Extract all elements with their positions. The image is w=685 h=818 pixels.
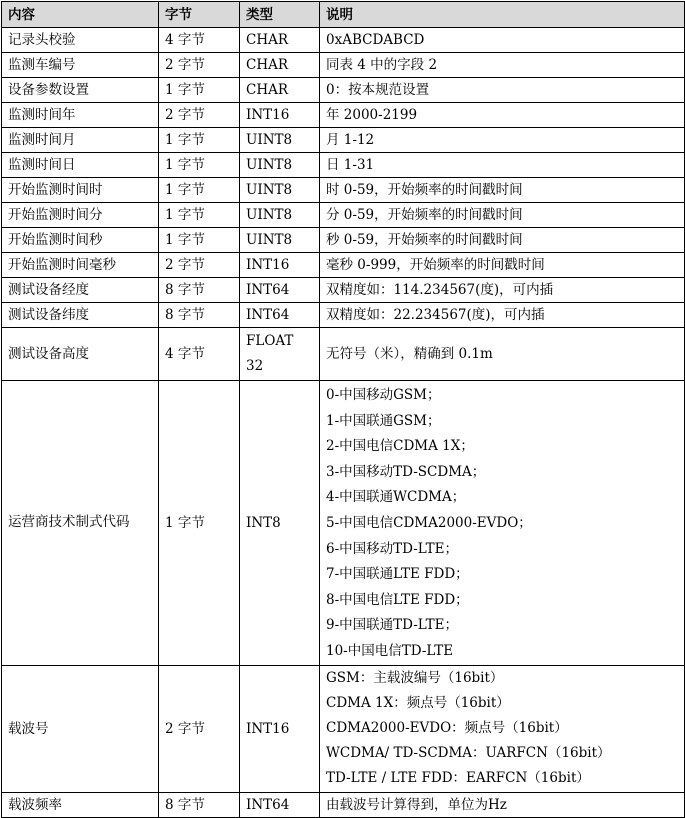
cell-name: 记录头校验 <box>2 28 159 53</box>
cell-name: 监测时间年 <box>2 103 159 128</box>
cell-type: CHAR <box>240 78 320 103</box>
cell-name: 载波频率 <box>2 792 159 817</box>
operator-code-item: 4-中国联通WCDMA； <box>326 489 466 506</box>
cell-type: UINT8 <box>240 203 320 228</box>
table-row <box>2 28 685 53</box>
cell-type: INT64 <box>240 278 320 303</box>
carrier-item: TD-LTE / LTE FDD：EARFCN（16bit） <box>326 770 590 787</box>
cell-name: 测试设备纬度 <box>2 303 159 328</box>
type-line: 32 <box>246 358 264 374</box>
operator-code-item: 10-中国电信TD-LTE <box>326 642 454 659</box>
carrier-item: CDMA 1X：频点号（16bit） <box>326 695 510 712</box>
cell-name: 开始监测时间毫秒 <box>2 253 159 278</box>
table-row <box>2 78 685 103</box>
table-row <box>2 53 685 78</box>
table-row <box>2 128 685 153</box>
cell-type: INT64 <box>240 303 320 328</box>
cell-type: INT16 <box>240 103 320 128</box>
cell-desc: 由载波号计算得到，单位为Hz <box>320 792 685 817</box>
header-bytes: 字节 <box>159 2 240 28</box>
cell-bytes: 1 字节 <box>159 78 240 103</box>
operator-code-item: 1-中国联通GSM； <box>326 412 441 429</box>
cell-name: 监测车编号 <box>2 53 159 78</box>
cell-type: CHAR <box>240 28 320 53</box>
cell-desc: 无符号（米），精确到 0.1m <box>320 328 685 381</box>
cell-desc: 同表 4 中的字段 2 <box>320 53 685 78</box>
cell-bytes: 1 字节 <box>159 228 240 253</box>
table-row <box>2 153 685 178</box>
header-content: 内容 <box>2 2 159 28</box>
cell-type: INT8 <box>240 381 320 666</box>
table-row <box>2 203 685 228</box>
cell-type: INT64 <box>240 792 320 817</box>
cell-name: 开始监测时间时 <box>2 178 159 203</box>
cell-type: INT16 <box>240 665 320 792</box>
cell-desc: 双精度如：114.234567(度)，可内插 <box>320 278 685 303</box>
cell-desc: 年 2000-2199 <box>320 103 685 128</box>
cell-name: 开始监测时间分 <box>2 203 159 228</box>
cell-name: 测试设备高度 <box>2 328 159 381</box>
operator-code-item: 2-中国电信CDMA 1X； <box>326 438 474 455</box>
operator-code-item: 6-中国移动TD-LTE； <box>326 540 459 557</box>
table-row <box>2 103 685 128</box>
cell-bytes: 1 字节 <box>159 381 240 666</box>
cell-type <box>240 328 320 381</box>
operator-code-item: 0-中国移动GSM； <box>326 387 441 403</box>
cell-name: 设备参数设置 <box>2 78 159 103</box>
cell-name: 开始监测时间秒 <box>2 228 159 253</box>
table-row <box>2 303 685 328</box>
cell-desc: 毫秒 0-999，开始频率的时间戳时间 <box>320 253 685 278</box>
cell-bytes: 8 字节 <box>159 792 240 817</box>
cell-bytes: 1 字节 <box>159 203 240 228</box>
carrier-item: CDMA2000-EVDO：频点号（16bit） <box>326 720 568 737</box>
cell-desc: 秒 0-59，开始频率的时间戳时间 <box>320 228 685 253</box>
cell-desc: 日 1-31 <box>320 153 685 178</box>
cell-bytes: 2 字节 <box>159 53 240 78</box>
cell-bytes: 2 字节 <box>159 665 240 792</box>
header-type: 类型 <box>240 2 320 28</box>
cell-type: UINT8 <box>240 153 320 178</box>
cell-desc: 时 0-59，开始频率的时间戳时间 <box>320 178 685 203</box>
cell-desc: 双精度如：22.234567(度)，可内插 <box>320 303 685 328</box>
operator-code-item: 7-中国联通LTE FDD； <box>326 566 469 583</box>
table-header-row <box>2 2 685 28</box>
type-line: FLOAT <box>246 333 294 349</box>
operator-code-item: 9-中国联通TD-LTE； <box>326 617 459 634</box>
cell-desc: 0：按本规范设置 <box>320 78 685 103</box>
cell-desc-list <box>320 665 685 792</box>
cell-name: 测试设备经度 <box>2 278 159 303</box>
cell-name: 监测时间日 <box>2 153 159 178</box>
cell-bytes: 8 字节 <box>159 303 240 328</box>
table-row <box>2 178 685 203</box>
cell-name: 运营商技术制式代码 <box>2 381 159 666</box>
cell-name: 载波号 <box>2 665 159 792</box>
table-row <box>2 792 685 817</box>
cell-name: 监测时间月 <box>2 128 159 153</box>
table-row-operator <box>2 381 685 666</box>
operator-code-item: 3-中国移动TD-SCDMA； <box>326 463 486 480</box>
cell-bytes: 1 字节 <box>159 128 240 153</box>
table-row <box>2 228 685 253</box>
cell-type: UINT8 <box>240 228 320 253</box>
cell-type: UINT8 <box>240 128 320 153</box>
table-row-height <box>2 328 685 381</box>
table-row <box>2 278 685 303</box>
cell-bytes: 2 字节 <box>159 103 240 128</box>
cell-type: CHAR <box>240 53 320 78</box>
cell-bytes: 2 字节 <box>159 253 240 278</box>
cell-type: UINT8 <box>240 178 320 203</box>
cell-bytes: 4 字节 <box>159 28 240 53</box>
table-row <box>2 253 685 278</box>
record-format-table <box>1 1 685 818</box>
cell-type: INT16 <box>240 253 320 278</box>
carrier-item: GSM：主载波编号（16bit） <box>326 670 504 687</box>
cell-desc: 分 0-59，开始频率的时间戳时间 <box>320 203 685 228</box>
cell-bytes: 1 字节 <box>159 153 240 178</box>
cell-bytes: 1 字节 <box>159 178 240 203</box>
cell-desc: 月 1-12 <box>320 128 685 153</box>
operator-code-item: 8-中国电信LTE FDD； <box>326 591 469 608</box>
operator-code-item: 5-中国电信CDMA2000-EVDO； <box>326 514 532 531</box>
table-row-carrier <box>2 665 685 792</box>
cell-desc-list <box>320 381 685 666</box>
cell-bytes: 4 字节 <box>159 328 240 381</box>
carrier-item: WCDMA/ TD-SCDMA：UARFCN（16bit） <box>326 745 611 762</box>
cell-desc: 0xABCDABCD <box>320 28 685 53</box>
cell-bytes: 8 字节 <box>159 278 240 303</box>
header-description: 说明 <box>320 2 685 28</box>
